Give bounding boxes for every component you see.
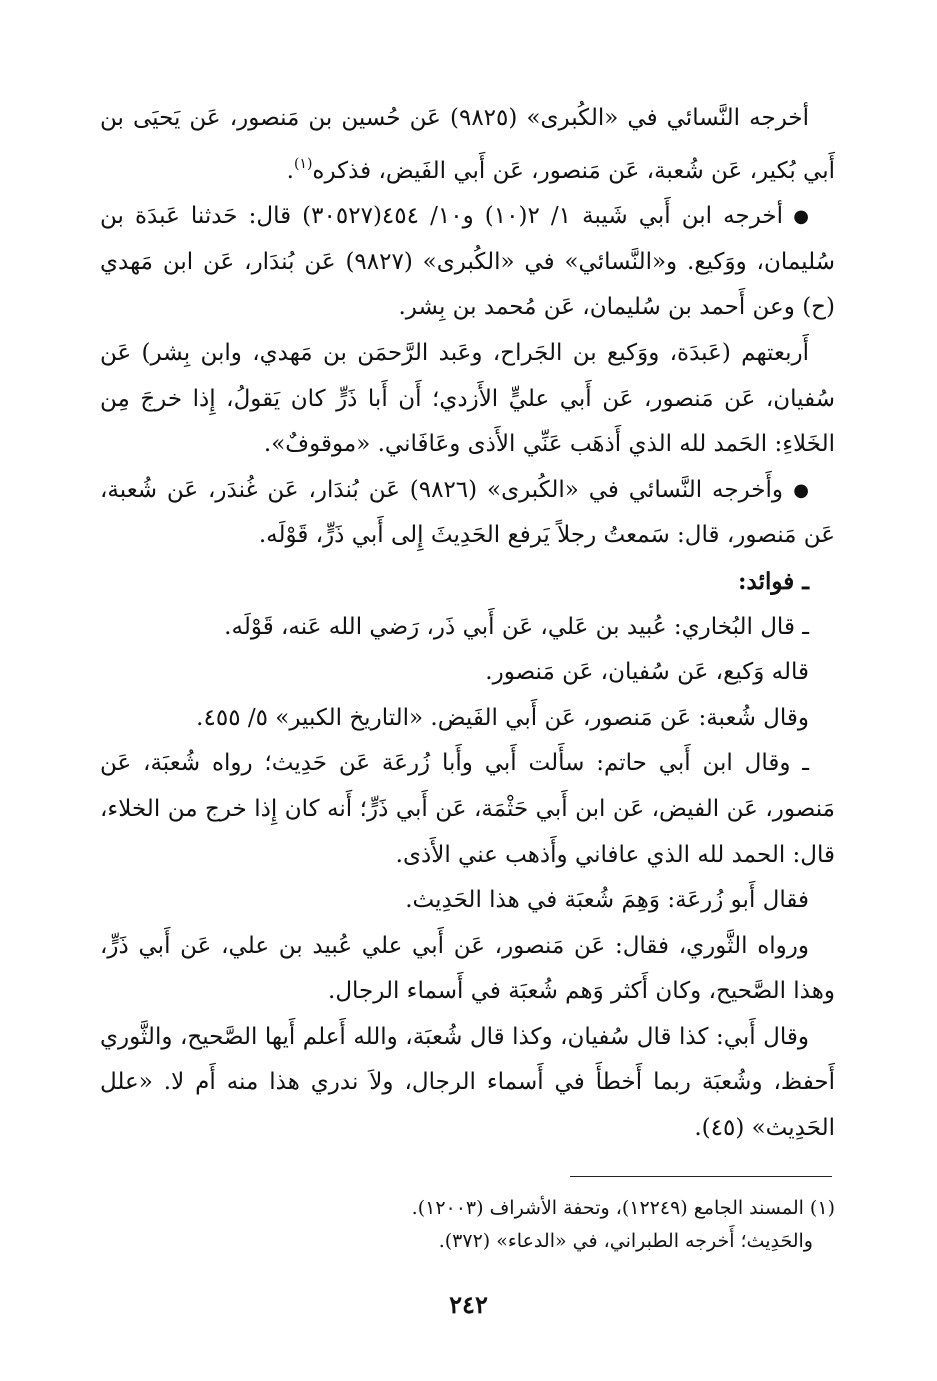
page-number: ٢٤٢ [449, 1290, 488, 1319]
paragraph-10: فقال أَبو زُرعَة: وَهِمَ شُعبَة في هذا الحَدِيث. [405, 887, 809, 914]
paragraph-9: ـ وقال ابن أَبي حاتم: سأَلت أَبي وأَبا زُرعَة عَن حَدِيث؛ رواه شُعبَة، عَن مَنصور، عَن الفيض، عَن ابن أَبي حَثْمَة، عَن أَبي ذَرٍّ؛ أَنه كان إِذا خرج من الخلاء، قال: الحمد لله الذي عافاني وأَذهب عني الأَذى. [100, 750, 835, 868]
paragraph-8: وقال شُعبة: عَن مَنصور، عَن أَبي الفَيض. «التاريخ الكبير» ٥/ ٤٥٥. [196, 704, 809, 731]
paragraph-12: وقال أَبي: كذا قال سُفيان، وكذا قال شُعبَة، والله أَعلم أَيها الصَّحيح، والثَّوري أَحفظ، وشُعبَة ربما أَخطأَ في أَسماء الرجال، ولاَ ندري هذا منه أَم لا. «علل الحَدِيث» (٤٥). [100, 1023, 835, 1142]
paragraph-1: أخرجه النَّسائي في «الكُبرى» (٩٨٢٥) عَن حُسين بن مَنصور، عَن يَحيَى بن أَبي بُكير، عَن شُعبة، عَن مَنصور، عَن أَبي الفَيض، فذكره$^{(١)}$. [100, 105, 835, 184]
footnote-1: (١) المسند الجامع (١٢٢٤٩)، وتحفة الأشراف (١٢٠٠٣). [411, 1197, 835, 1219]
section-heading-benefits: ـ فوائد: [738, 567, 809, 595]
paragraph-4-text: وأَخرجه النَّسائي في «الكُبرى» (٩٨٢٦) عَن بُندَار، عَن غُندَر، عَن شُعبة، عَن مَنصور، قال: سَمعتُ رجلاً يَرفع الحَدِيثَ إِلى أَبي ذَرٍّ، قَوْلَه. [100, 476, 835, 549]
paragraph-2-text: أخرجه ابن أَبي شَيبة ١/ ٢(١٠) و١٠/ ٤٥٤(٣٠٥٢٧) قال: حَدثنا عَبدَة بن سُليمان، ووَكيع. و«النَّسائي» في «الكُبرى» (٩٨٢٧) عَن بُندَار، عَن ابن مَهدي (ح) وعن أَحمد بن سُليمان، عَن مُحمد بن بِشر. [100, 203, 835, 321]
paragraph-2 [100, 194, 835, 331]
bullet-icon: ● [793, 479, 809, 501]
paragraph-6: ـ قال البُخاري: عُبيد بن عَلي، عَن أَبي ذَر، رَضي الله عَنه، قَوْلَه. [224, 613, 809, 640]
footnote-1-continuation: والحَدِيث؛ أَخرجه الطبراني، في «الدعاء» (٣٧٢). [438, 1230, 813, 1252]
paragraph-3: أَربعتهم (عَبدَة، ووَكيع بن الجَراح، وعَبد الرَّحمَن بن مَهدي، وابن بِشر) عَن سُفيان، عَن مَنصور، عَن أَبي عليٍّ الأَزدي؛ أَن أَبا ذَرٍّ كان يَقولُ، إِذا خرجَ مِن الخَلاءِ: الحَمد لله الذي أَذهَب عَنِّي الأَذى وعَافَاني. «موقوفٌ». [100, 339, 835, 458]
footnote-divider [570, 1176, 832, 1177]
footnotes [300, 1192, 835, 1258]
paragraph-7: قاله وَكيع، عَن سُفيان، عَن مَنصور. [485, 659, 809, 686]
bullet-icon: ● [793, 206, 810, 228]
paragraph-1-text: أخرجه النَّسائي في «الكُبرى» (٩٨٢٥) عَن حُسين بن مَنصور، عَن يَحيَى بن أَبي بُكير، عَن شُعبة، عَن مَنصور، عَن أَبي الفَيض، فذكره [100, 105, 835, 184]
footnote-reference: (١) [293, 155, 313, 172]
paragraph-11: ورواه الثَّوري، فقال: عَن مَنصور، عَن أَبي علي عُبيد بن علي، عَن أَبي ذَرٍّ، وهذا الصَّحيح، وكان أَكثر وَهم شُعبَة في أَسماء الرجال. [100, 932, 835, 1005]
paragraph-4 [100, 468, 835, 559]
main-text [100, 96, 835, 1152]
